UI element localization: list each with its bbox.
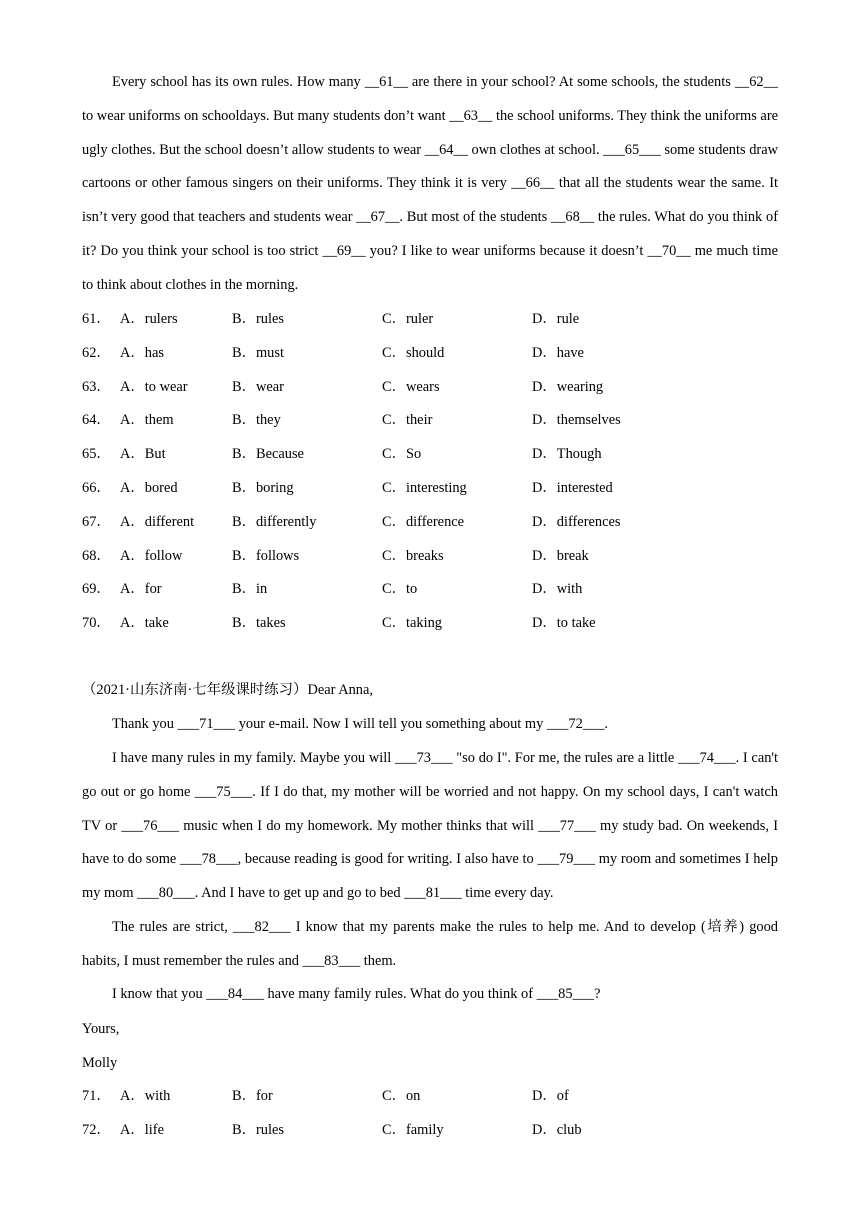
option-d: D．of [532,1088,569,1104]
option-b: B．rules [232,1122,284,1138]
question-number: 63． [82,378,111,395]
question-number: 66． [82,480,111,496]
source-and-greeting: （2021·山东济南·七年级课时练习）Dear Anna, [82,682,373,698]
option-b: B．differently [232,513,317,530]
option-b: B．boring [232,480,294,496]
question-number: 71． [82,1088,111,1104]
option-d: D．Though [532,446,602,463]
option-d: D．rule [532,311,580,327]
question-number: 68． [82,547,111,564]
letter-paragraph-3: The rules are strict, ___82___ I know that my parents make the rules to help me. And to develop (培养) good habits, I must remember the rules and ___83___ them. [82,919,778,969]
option-a: A．for [120,581,162,598]
option-d: D．break [532,547,589,564]
option-d: D．differences [532,513,621,530]
passage-1: Every school has its own rules. How many __61__ are there in your school? At some schools, the students __62__ to wear uniforms on schooldays. But many students don’t want __63__ the school uniforms. They think the uniforms are ugly clothes. But the school doesn’t allow students to wear __64__ own clothes at school. ___65___ some students draw cartoons or other famous singers on their uniforms. They think it is very __66__ that all the students wear the same. It isn’t very good that teachers and students wear __67__. But most of the students __68__ the rules. What do you think of it? Do you think your school is too strict __69__ you? I like to wear uniforms because it doesn’t __70__ me much time to think about clothes in the morning. [82,74,778,293]
option-b: B．they [232,412,281,429]
option-c: C．interesting [382,480,467,496]
option-d: D．wearing [532,378,604,395]
letter-signature: Molly [82,1055,118,1071]
option-a: A．bored [120,480,178,496]
question-number: 70． [82,615,111,632]
option-c: C．taking [382,615,442,632]
question-number: 62． [82,344,111,361]
letter-closing: Yours, [82,1021,120,1037]
option-d: D．themselves [532,412,621,429]
option-c: C．difference [382,513,465,530]
option-c: C．their [382,412,433,429]
letter-paragraph-4: I know that you ___84___ have many family rules. What do you think of ___85___? [112,986,601,1002]
option-b: B．rules [232,311,284,327]
option-b: B．must [232,344,284,361]
option-b: B．follows [232,547,300,564]
option-a: A．rulers [120,311,178,327]
option-a: A．them [120,412,174,429]
question-number: 61． [82,311,111,327]
option-d: D．interested [532,480,613,496]
question-number: 65． [82,446,111,463]
option-c: C．family [382,1122,444,1138]
option-c: C．on [382,1088,421,1104]
letter-paragraph-1: Thank you ___71___ your e-mail. Now I will tell you something about my ___72___. [112,716,609,732]
option-a: A．different [120,513,195,530]
option-d: D．to take [532,615,596,632]
option-a: A．But [120,446,166,463]
option-a: A．has [120,344,164,361]
option-d: D．club [532,1122,582,1138]
option-c: C．ruler [382,311,434,327]
option-d: D．have [532,344,584,361]
option-a: A．to wear [120,378,188,395]
letter-paragraph-2: I have many rules in my family. Maybe you will ___73___ "so do I". For me, the rules are a little ___74___. I can't go out or go home ___75___. If I do that, my mother will be worried and not happy. On my school days, I can't watch TV or ___76___ music when I do my homework. My mother thinks that will ___77___ my study bad. On weekends, I have to do some ___78___, because reading is good for writing. I also have to ___79___ my room and sometimes I help my mom ___80___. And I have to get up and go to bed ___81___ time every day. [82,750,778,902]
option-c: C．to [382,581,418,598]
question-number: 69． [82,581,111,598]
option-b: B．wear [232,378,284,395]
option-a: A．with [120,1088,171,1104]
option-c: C．So [382,446,422,463]
option-c: C．should [382,344,445,361]
option-b: B．for [232,1088,273,1104]
option-b: B．Because [232,446,304,463]
option-d: D．with [532,581,583,598]
option-a: A．take [120,615,169,632]
option-b: B．takes [232,615,286,632]
option-a: A．follow [120,547,183,564]
option-b: B．in [232,581,268,598]
question-number: 67． [82,513,111,530]
option-c: C．wears [382,378,440,395]
question-number: 72． [82,1122,111,1138]
question-number: 64． [82,412,111,429]
option-a: A．life [120,1122,164,1138]
option-c: C．breaks [382,547,444,564]
